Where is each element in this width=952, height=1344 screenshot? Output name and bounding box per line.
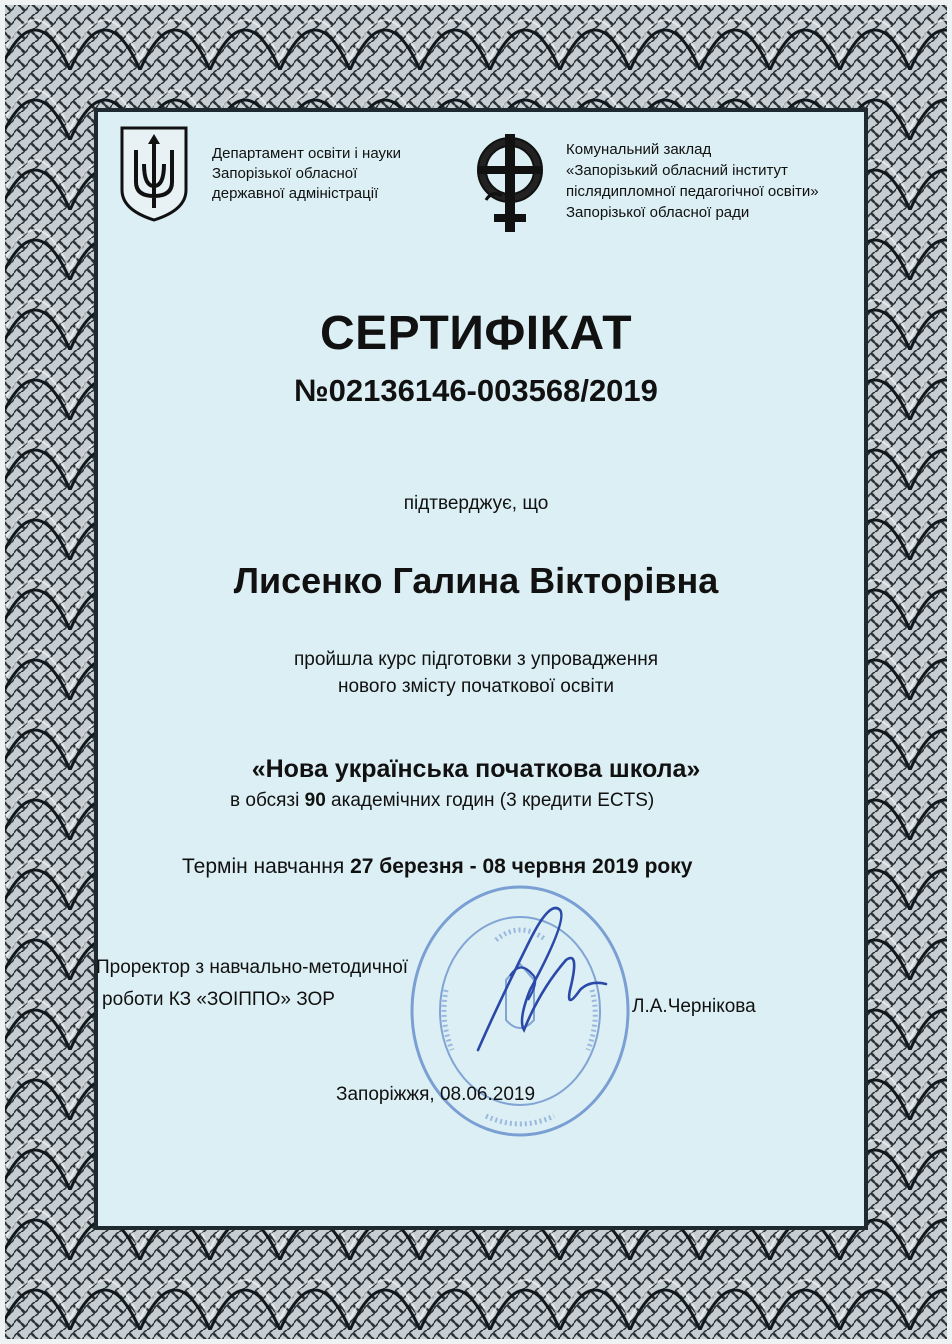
course-description-line-1: пройшла курс підготовки з упровадження <box>294 649 658 670</box>
department-line-2: Запорізької обласної <box>212 165 358 182</box>
course-volume <box>230 790 654 812</box>
trident-emblem-icon <box>118 124 190 224</box>
recipient-name: Лисенко Галина Вікторівна <box>233 560 719 601</box>
place-and-date: Запоріжжя, 08.06.2019 <box>336 1084 536 1105</box>
institute-line-3: післядипломної педагогічної освіти» <box>566 183 819 200</box>
institute-line-4: Запорізької обласної ради <box>566 204 750 221</box>
department-line-3: державної адміністрації <box>212 185 379 202</box>
signer-position-line-2: роботи КЗ «ЗОІППО» ЗОР <box>102 989 335 1010</box>
volume-hours: 90 <box>304 790 326 811</box>
volume-suffix: академічних годин (3 кредити ECTS) <box>331 790 655 811</box>
department-header <box>212 144 401 204</box>
certificate-number: №02136146-003568/2019 <box>294 373 658 408</box>
signer-position-line-1: Проректор з навчально-методичної <box>96 957 409 978</box>
signer-position <box>96 952 408 1016</box>
confirms-text: підтверджує, що <box>403 493 549 514</box>
institute-line-2: «Запорізький обласний інститут <box>566 162 788 179</box>
certificate-title: СЕРТИФІКАТ <box>319 307 633 360</box>
institute-logo-icon <box>472 126 552 236</box>
department-line-1: Департамент освіти і науки <box>212 145 401 162</box>
volume-prefix: в обсязі <box>230 790 300 811</box>
institute-header <box>566 139 819 223</box>
term-dates: 27 березня - 08 червня 2019 року <box>350 855 693 878</box>
study-term <box>182 855 692 879</box>
program-title: «Нова українська початкова школа» <box>251 755 701 783</box>
institute-line-1: Комунальний заклад <box>566 141 712 158</box>
signer-name: Л.А.Чернікова <box>632 996 756 1017</box>
course-description-line-2: нового змісту початкової освіти <box>337 676 615 697</box>
handwritten-signature <box>470 880 610 1070</box>
term-prefix: Термін навчання <box>182 855 345 878</box>
